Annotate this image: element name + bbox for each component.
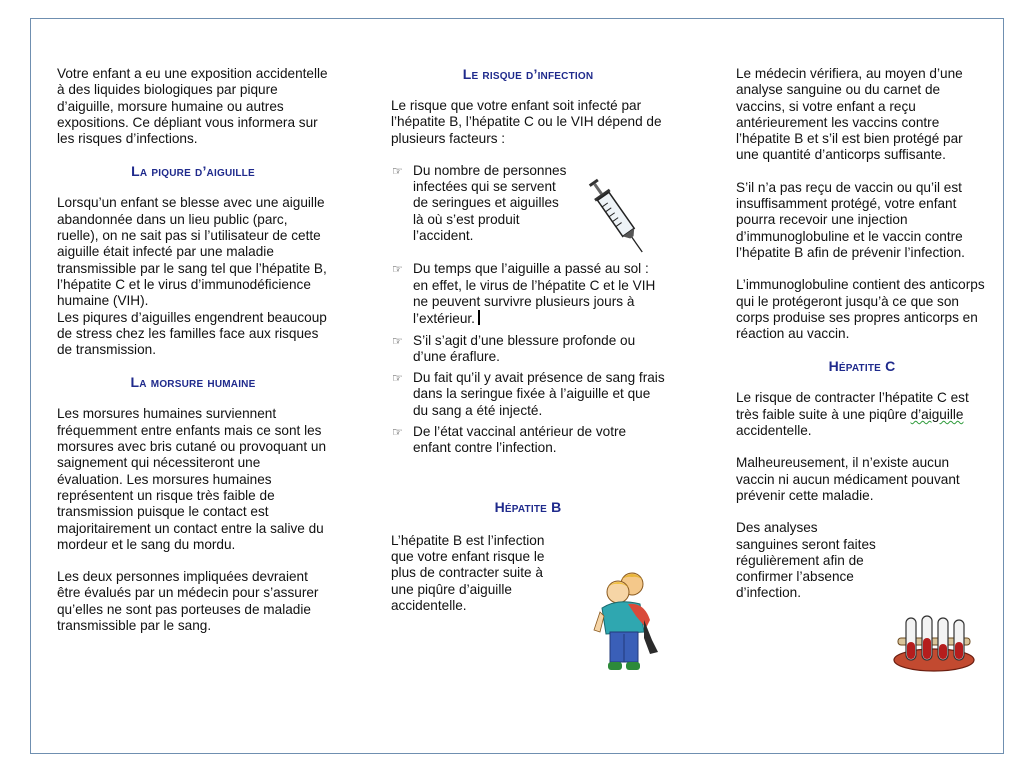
column-left: [57, 66, 329, 634]
text-cursor: [478, 310, 480, 325]
bullet-item: [391, 163, 573, 244]
morsure-paragraph-2: Les deux personnes impliquées devraient être évalués par un médecin pour s’assurer qu’elles ne sont pas porteuses de maladie transmissible par le sang.: [57, 569, 319, 634]
vaccin-paragraph: S’il n’a pas reçu de vaccin ou qu’il est insuffisamment protégé, votre enfant pourra recevoir une injection d’immunoglobuline et le vaccin contre l’hépatite B afin de prévenir l’infection.: [736, 179, 965, 260]
medecin-paragraph: Le médecin vérifiera, au moyen d’une analyse sanguine ou du carnet de vaccins, si votre enfant a reçu antérieurement les vaccins contre l’hépatite B et s’il est bien protégé par une quantité d’anticorps suffisante.: [736, 66, 963, 163]
heading-piqure: La piqure d’aiguille: [131, 163, 255, 180]
spellcheck-word: d’aiguille: [910, 406, 964, 422]
bullet-item: [391, 261, 665, 327]
hepatite-c-paragraph-1: Le risque de contracter l’hépatite C est très faible suite à une piqûre d’aiguille accidentelle.: [736, 390, 969, 439]
heading-morsure: La morsure humaine: [130, 374, 256, 391]
hepatite-c-paragraph-3: Des analyses sanguines seront faites régulièrement afin de confirmer l’absence d’infection.: [736, 520, 876, 601]
bullet-item: [391, 424, 665, 457]
column-middle: [391, 66, 665, 614]
morsure-paragraph-1: Les morsures humaines surviennent fréquemment entre enfants mais ce sont les morsures avec bris cutané ou provoquant un saignement qui nécessiteront une évaluation. Les morsures humaines représentent un risque très faible de transmission puisque le contact est majoritairement un contact entre la salive du mordeur et le sang du mordu.: [57, 406, 327, 552]
piqure-paragraph-2: Les piqures d’aiguilles engendrent beaucoup de stress chez les familles face aux risques de transmission.: [57, 309, 327, 358]
pointing-hand-icon: ☞: [392, 333, 403, 348]
syringe-illustration: [586, 172, 648, 260]
pointing-hand-icon: ☞: [392, 262, 403, 277]
piqure-paragraph-1: Lorsqu’un enfant se blesse avec une aiguille abandonnée dans un lieu public (parc, ruelle), on ne sait pas si l’utilisateur de cette aiguille était infecté par une maladie transmissible par le sang tel que l’hépatite B, l’hépatite C et le virus d’immunodéficience humaine (VIH).: [57, 195, 327, 309]
heading-hepatite-c: Hépatite C: [828, 358, 896, 375]
risque-intro: Le risque que votre enfant soit infecté par l’hépatite B, l’hépatite C ou le VIH dépend de plusieurs facteurs :: [391, 98, 662, 146]
bullet-item: [391, 333, 665, 366]
pointing-hand-icon: ☞: [392, 425, 403, 440]
children-illustration: [588, 568, 662, 680]
bullet-text: Du fait qu’il y avait présence de sang frais dans la seringue fixée à l’aiguille et que du sang a été injecté.: [413, 370, 665, 418]
heading-hepatite-b: Hépatite B: [494, 498, 562, 515]
bullet-text: Du temps que l’aiguille a passé au sol : en effet, le virus de l’hépatite C et le VIH ne peuvent survivre plusieurs jours à l’extérieur.: [413, 261, 656, 327]
intro-paragraph: Votre enfant a eu une exposition accidentelle à des liquides biologiques par piqure d’aiguille, morsure humaine ou autres expositions. Ce dépliant vous informera sur les risques d’infections.: [57, 66, 328, 147]
immunoglobuline-paragraph: L’immunoglobuline contient des anticorps qui le protégeront jusqu’à ce que son corps produise ses propres anticorps en réaction au vaccin.: [736, 277, 985, 342]
bullet-text: De l’état vaccinal antérieur de votre enfant contre l’infection.: [413, 424, 627, 456]
test-tubes-illustration: [892, 612, 976, 674]
bullet-text: S’il s’agit d’une blessure profonde ou d’une éraflure.: [413, 332, 636, 364]
pointing-hand-icon: ☞: [392, 163, 403, 178]
hepatite-b-paragraph: L’hépatite B est l’infection que votre enfant risque le plus de contracter suite à une piqûre d’aiguille accidentelle.: [391, 532, 545, 613]
hepatite-c-paragraph-2: Malheureusement, il n’existe aucun vaccin ni aucun médicament pouvant prévenir cette maladie.: [736, 455, 960, 503]
bullet-text: Du nombre de personnes infectées qui se servent de seringues et aiguilles là où s’est produit l’accident.: [413, 162, 567, 244]
heading-risque: Le risque d’infection: [462, 66, 594, 82]
column-right: [736, 66, 988, 602]
bullet-item: [391, 370, 665, 419]
pointing-hand-icon: ☞: [392, 371, 403, 386]
